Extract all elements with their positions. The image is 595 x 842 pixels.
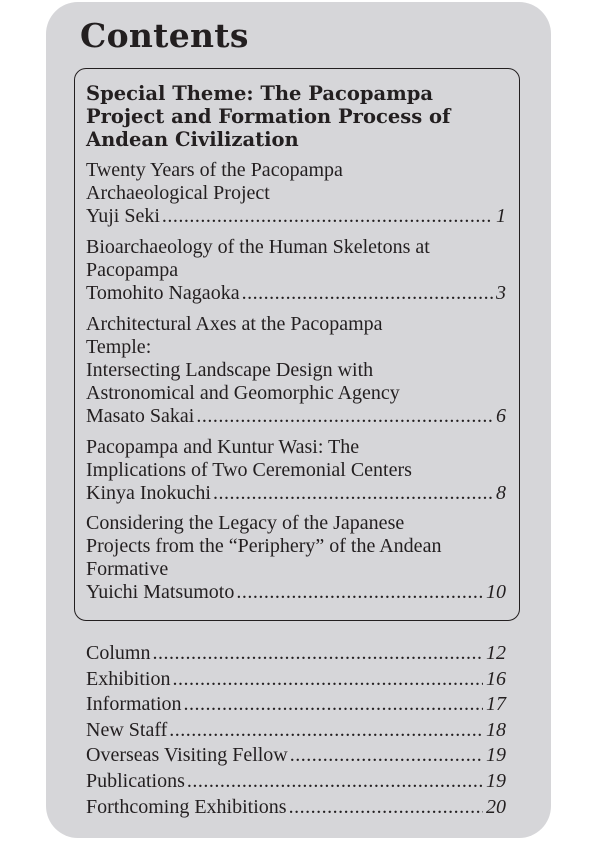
dot-leader — [162, 205, 493, 228]
dot-leader — [236, 581, 483, 604]
toc-entry-forthcoming-exhibitions[interactable] — [86, 795, 506, 821]
toc-entry-exhibition[interactable] — [86, 667, 506, 693]
toc-entry-new-staff[interactable] — [86, 718, 506, 744]
article-author-row — [86, 205, 506, 228]
page-number: 3 — [496, 282, 506, 304]
page-number: 10 — [486, 581, 506, 603]
special-theme-title: Special Theme: The Pacopampa Project and Formation Process of Andean Civilization — [86, 82, 451, 151]
entry-label: Exhibition — [86, 667, 171, 690]
toc-entry-overseas-visiting-fellow[interactable] — [86, 743, 506, 769]
dot-leader — [187, 769, 483, 795]
page-number: 20 — [486, 795, 506, 818]
article-title-line: Pacopampa — [86, 259, 179, 281]
entry-label: Information — [86, 693, 182, 716]
article-title-line: Architectural Axes at the Pacopampa — [86, 313, 383, 335]
other-sections-list — [86, 641, 506, 820]
article-title-line: Temple: — [86, 336, 152, 358]
article-author-row — [86, 405, 506, 428]
article-author: Yuichi Matsumoto — [86, 581, 235, 603]
article-author-row — [86, 482, 506, 505]
toc-article[interactable] — [86, 436, 506, 505]
toc-article[interactable] — [86, 512, 506, 604]
page-number: 6 — [496, 405, 506, 427]
dot-leader — [196, 405, 493, 428]
toc-article[interactable] — [86, 236, 506, 305]
entry-label: New Staff — [86, 718, 168, 741]
dot-leader — [172, 667, 483, 693]
toc-article[interactable] — [86, 159, 506, 228]
article-title-line: Twenty Years of the Pacopampa — [86, 159, 343, 181]
page-number: 8 — [496, 482, 506, 504]
dot-leader — [169, 718, 483, 744]
article-title-line: Implications of Two Ceremonial Centers — [86, 459, 412, 481]
page-title: Contents — [80, 16, 249, 55]
article-author: Tomohito Nagaoka — [86, 282, 240, 304]
article-title-line: Astronomical and Geomorphic Agency — [86, 382, 400, 404]
dot-leader — [213, 482, 493, 505]
article-title-line: Projects from the “Periphery” of the Andean — [86, 535, 442, 557]
page-number: 16 — [486, 667, 506, 690]
toc-article[interactable] — [86, 313, 506, 428]
article-title-line: Considering the Legacy of the Japanese — [86, 512, 405, 534]
article-title-line: Intersecting Landscape Design with — [86, 359, 374, 381]
dot-leader — [184, 692, 483, 718]
article-title-line: Formative — [86, 558, 169, 580]
article-title-line: Bioarchaeology of the Human Skeletons at — [86, 236, 430, 258]
article-author: Kinya Inokuchi — [86, 482, 211, 504]
toc-entry-column[interactable] — [86, 641, 506, 667]
page-number: 1 — [496, 205, 506, 227]
toc-entry-publications[interactable] — [86, 769, 506, 795]
page-number: 17 — [486, 693, 506, 716]
entry-label: Publications — [86, 769, 185, 792]
page-number: 18 — [486, 718, 506, 741]
article-author: Yuji Seki — [86, 205, 160, 227]
article-author-row — [86, 282, 506, 305]
page-number: 19 — [486, 744, 506, 767]
entry-label: Column — [86, 642, 151, 664]
toc-entry-information[interactable] — [86, 692, 506, 718]
page-number: 19 — [486, 769, 506, 792]
entry-label: Forthcoming Exhibitions — [86, 795, 287, 818]
article-title-line: Archaeological Project — [86, 182, 270, 204]
article-author: Masato Sakai — [86, 405, 195, 427]
dot-leader — [242, 282, 493, 305]
dot-leader — [152, 641, 483, 667]
article-title-line: Pacopampa and Kuntur Wasi: The — [86, 436, 360, 458]
article-author-row — [86, 581, 506, 604]
dot-leader — [290, 743, 483, 769]
entry-label: Overseas Visiting Fellow — [86, 744, 288, 767]
page-number: 12 — [486, 642, 506, 664]
dot-leader — [289, 795, 483, 821]
